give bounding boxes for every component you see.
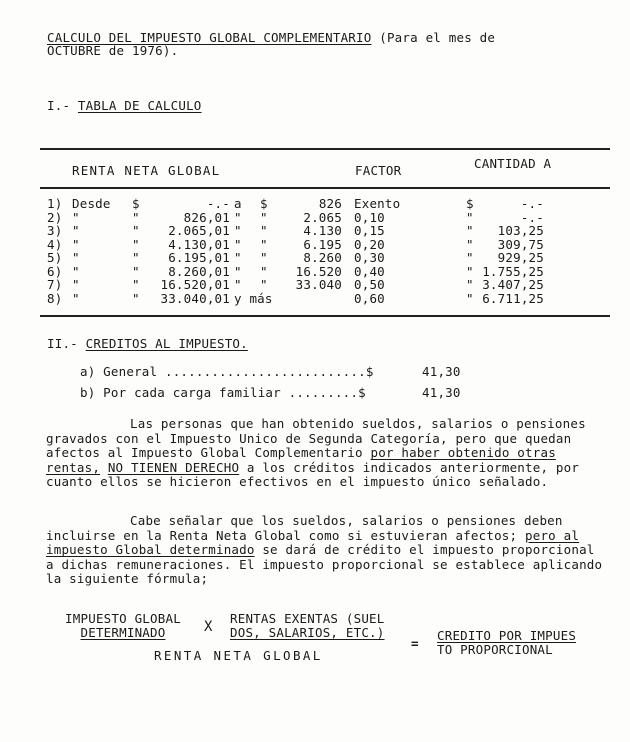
formula-term1-line2: DETERMINADO <box>80 625 166 640</box>
table-header-rule <box>40 187 610 189</box>
table-cell-s1: " <box>132 277 140 292</box>
header-cantidad: CANTIDAD A <box>474 156 552 171</box>
table-cell-a: " <box>234 277 242 292</box>
table-cell-factor: Exento <box>354 196 401 211</box>
paragraph-2-text-b: se dará de crédito el impuesto proporcional a dichas remuneraciones. El impuesto proporcional se establece aplicando la siguiente fórmula; <box>46 542 603 587</box>
title-line2: OCTUBRE de 1976). <box>47 43 179 58</box>
paragraph-1 <box>46 417 606 490</box>
header-factor: FACTOR <box>355 163 402 178</box>
table-cell-factor: 0,50 <box>354 277 385 292</box>
table-cell-s2: " <box>260 250 268 265</box>
table-cell-to: 2.065 <box>303 209 342 225</box>
table-cell-rebajar: 103,25 <box>497 223 544 238</box>
table-cell-desde: " <box>72 290 80 306</box>
table-cell-s3: $ <box>466 196 474 211</box>
table-cell-s3: " <box>466 263 474 279</box>
section1-title: TABLA DE CALCULO <box>77 98 202 113</box>
table-cell-desde: " <box>72 250 80 265</box>
table-cell-s1: " <box>132 209 140 225</box>
formula-term2-line1: RENTAS EXENTAS (SUEL <box>230 611 385 626</box>
table-bottom-rule <box>40 315 610 317</box>
paragraph-1-underline-a: por haber obtenido otras rentas, <box>46 445 556 475</box>
table-cell-rebajar: 929,25 <box>497 250 544 265</box>
table-cell-s1: " <box>132 250 140 265</box>
table-top-rule <box>40 148 610 150</box>
table-cell-desde: " <box>72 236 80 252</box>
table-cell-factor: 0,40 <box>354 263 385 279</box>
table-cell-from: 8.260,01 <box>168 263 230 279</box>
formula-term1-line1: IMPUESTO GLOBAL <box>65 611 181 626</box>
table-cell-num: 5) <box>47 250 63 265</box>
table-cell-rebajar: 1.755,25 <box>482 263 544 279</box>
table-cell-a: y más <box>234 290 273 306</box>
credit-general-value: 41,30 <box>422 364 461 379</box>
paragraph-2-underline: pero al impuesto Global determinado <box>46 527 580 558</box>
credit-carga-label: b) Por cada carga familiar .........$ <box>80 385 366 400</box>
table-cell-s2: " <box>260 236 268 252</box>
paragraph-1-text-a: Las personas que han obtenido sueldos, salarios o pensiones gravados con el Impuesto Unico de Segunda Categoría, pero que quedan afectos al Impuesto Global Complementario <box>46 416 586 461</box>
table-cell-num: 3) <box>47 223 63 238</box>
table-cell-s3: " <box>466 223 474 238</box>
table-cell-rebajar: -.- <box>520 209 544 225</box>
table-cell-s3: " <box>466 236 474 252</box>
formula-term2-line2: DOS, SALARIOS, ETC.) <box>230 625 385 640</box>
table-cell-from: 2.065,01 <box>168 223 230 238</box>
table-cell-desde: " <box>72 277 80 292</box>
paragraph-2 <box>46 514 606 587</box>
table-cell-s2: " <box>260 223 268 238</box>
table-cell-a: " <box>234 209 242 225</box>
title-underlined: CALCULO DEL IMPUESTO GLOBAL COMPLEMENTARIO <box>47 30 372 45</box>
formula-times: X <box>204 619 213 635</box>
formula-equals: = <box>411 636 419 651</box>
table-cell-factor: 0,15 <box>354 223 385 238</box>
table-cell-factor: 0,20 <box>354 236 385 252</box>
table-cell-s1: $ <box>132 196 140 211</box>
table-cell-to: 16.520 <box>295 263 342 279</box>
table-cell-num: 6) <box>47 263 63 279</box>
credit-carga-value: 41,30 <box>422 385 461 400</box>
table-cell-to: 8.260 <box>303 250 342 265</box>
table-cell-num: 1) <box>47 196 63 211</box>
section2-number: II.- <box>47 336 78 351</box>
table-cell-from: 826,01 <box>183 209 230 225</box>
table-cell-desde: Desde <box>72 196 111 211</box>
table-cell-s1: " <box>132 236 140 252</box>
table-cell-s3: " <box>466 277 474 292</box>
table-cell-from: 33.040,01 <box>160 290 230 306</box>
table-cell-from: 6.195,01 <box>168 250 230 265</box>
table-cell-to: 6.195 <box>303 236 342 252</box>
table-cell-a: " <box>234 236 242 252</box>
header-renta-neta-global: RENTA NETA GLOBAL <box>72 163 221 178</box>
table-cell-num: 4) <box>47 236 63 252</box>
table-cell-factor: 0,60 <box>354 290 385 306</box>
table-cell-s2: " <box>260 263 268 279</box>
table-cell-s2: $ <box>260 196 268 211</box>
section2-heading <box>47 336 248 351</box>
table-cell-rebajar: 3.407,25 <box>482 277 544 292</box>
table-cell-to: 826 <box>318 196 342 211</box>
table-cell-a: " <box>234 223 242 238</box>
table-cell-num: 2) <box>47 209 63 225</box>
table-cell-s1: " <box>132 290 140 306</box>
table-cell-desde: " <box>72 223 80 238</box>
table-cell-from: 16.520,01 <box>160 277 230 292</box>
table-cell-s2: " <box>260 209 268 225</box>
table-cell-rebajar: 6.711,25 <box>482 290 544 306</box>
formula-result-line2: TO PROPORCIONAL <box>437 642 553 657</box>
table-cell-desde: " <box>72 209 80 225</box>
table-cell-to: 4.130 <box>303 223 342 238</box>
section1-number: I.- <box>47 98 71 113</box>
table-cell-s1: " <box>132 223 140 238</box>
table-cell-s3: " <box>466 290 474 306</box>
formula-result-line1: CREDITO POR IMPUES <box>437 628 577 643</box>
table-cell-s3: " <box>466 250 474 265</box>
table-cell-s1: " <box>132 263 140 279</box>
table-cell-a: a <box>234 196 242 211</box>
table-cell-from: -.- <box>206 196 230 211</box>
paragraph-1-text-b: a los créditos indicados anteriormente, por cuanto ellos se hicieron efectivos en el impuesto único señalado. <box>46 459 580 490</box>
table-cell-desde: " <box>72 263 80 279</box>
table-cell-from: 4.130,01 <box>168 236 230 252</box>
table-cell-num: 7) <box>47 277 63 292</box>
table-cell-s3: " <box>466 209 474 225</box>
table-cell-to: 33.040 <box>295 277 342 292</box>
table-cell-s2: " <box>260 277 268 292</box>
paragraph-2-text-a: Cabe señalar que los sueldos, salarios o pensiones deben incluirse en la Renta Neta Global como si estuvieran afectos; <box>46 513 563 543</box>
section2-title: CREDITOS AL IMPUESTO. <box>85 336 248 351</box>
table-cell-rebajar: -.- <box>520 196 544 211</box>
formula-denominator: RENTA NETA GLOBAL <box>154 648 323 663</box>
paragraph-1-underline-b: NO TIENEN DERECHO <box>107 459 240 475</box>
table-cell-num: 8) <box>47 290 63 306</box>
table-cell-rebajar: 309,75 <box>497 236 544 252</box>
table-cell-factor: 0,30 <box>354 250 385 265</box>
table-cell-factor: 0,10 <box>354 209 385 225</box>
title-rest: (Para el mes de <box>379 30 496 45</box>
table-cell-a: " <box>234 263 242 279</box>
credit-general-label: a) General ..........................$ <box>80 364 374 379</box>
table-cell-a: " <box>234 250 242 265</box>
section1-heading <box>47 98 202 113</box>
